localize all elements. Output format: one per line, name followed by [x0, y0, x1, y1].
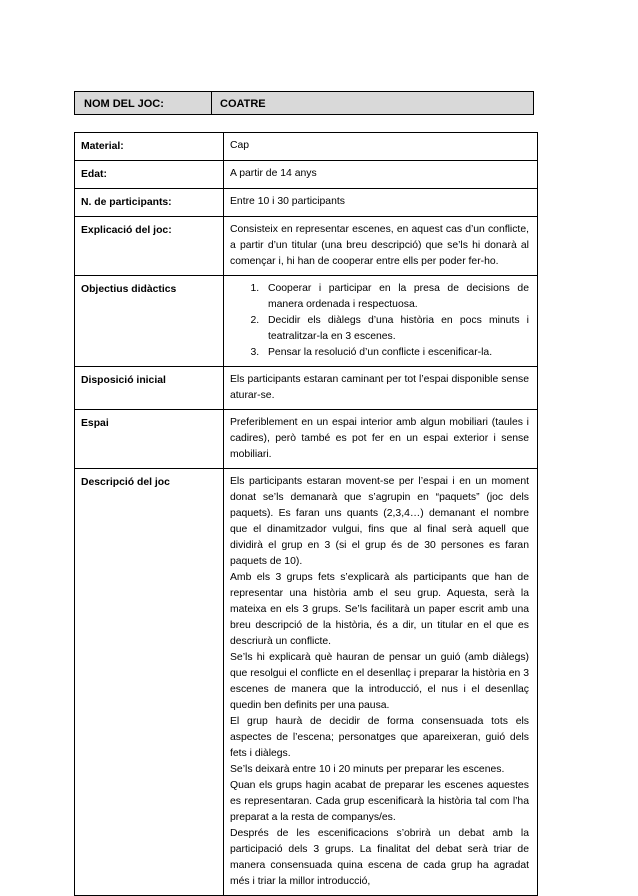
game-name-value: COATRE	[220, 98, 266, 110]
objectius-list	[230, 281, 529, 361]
descripcio-paragraph: Se’ls hi explicarà què hauran de pensar un guió (amb diàlegs) que resolgui el conflicte en el desenllaç i preparar la història en 3 escenes de manera que la introducció, el nus i el desenllaç quedin ben definits per una pausa.	[230, 652, 529, 711]
game-name-label: NOM DEL JOC:	[75, 92, 212, 114]
descripcio-paragraph: Els participants estaran movent-se per l’espai i en un moment donat se’ls demanarà que s’agrupin en “paquets” (joc dels paquets). Es faran uns quants (2,3,4…) demanant el nombre que el dinamitzador vulgui, fins que al final serà aquell que dividirà el grup en 3 (si el grup és de 30 persones es faran paquets de 10).	[230, 476, 529, 567]
game-details-table	[74, 132, 538, 896]
espai-label: Espai	[75, 410, 224, 469]
objectius-value	[224, 276, 538, 367]
descripcio-paragraph: Quan els grups hagin acabat de preparar les escenes aquestes es representaran. Cada grup escenificarà la història tal com l’ha preparat a la resta de companys/es.	[230, 780, 529, 823]
objectius-item: 2. Decidir els diàlegs d’una història en pocs minuts i teatralitzar-la en 3 escenes.	[262, 313, 529, 345]
espai-value: Preferiblement en un espai interior amb algun mobiliari (taules i cadires), però també es pot fer en un espai exterior i sense mobiliari.	[224, 410, 538, 469]
descripcio-value	[224, 469, 538, 896]
explicacio-label: Explicació del joc:	[75, 217, 224, 276]
descripcio-paragraph: Després de les escenificacions s’obrirà un debat amb la participació dels 3 grups. La finalitat del debat serà triar de manera consensuada quina escena de cada grup ha agradat més i triar la millor introducció,	[230, 828, 529, 887]
row-espai	[75, 410, 538, 469]
material-value: Cap	[224, 133, 538, 161]
row-explicacio	[75, 217, 538, 276]
descripcio-paragraph: El grup haurà de decidir de forma consensuada tots els aspectes de l’escena; personatges que apareixeran, guió dels fets i diàlegs.	[230, 716, 529, 759]
objectius-label: Objectius didàctics	[75, 276, 224, 367]
descripcio-label: Descripció del joc	[75, 469, 224, 896]
edat-label: Edat:	[75, 161, 224, 189]
descripcio-paragraph: Amb els 3 grups fets s’explicarà als participants que han de representar una història amb el seu grup. Aquesta, serà la mateixa en els 3 grups. Se’ls facilitarà un paper escrit amb una breu descripció de la història, és a dir, un titular en el que es descriurà un conflicte.	[230, 572, 529, 647]
row-disposicio	[75, 367, 538, 410]
disposicio-value: Els participants estaran caminant per tot l’espai disponible sense aturar-se.	[224, 367, 538, 410]
descripcio-paragraph: Se’ls deixarà entre 10 i 20 minuts per preparar les escenes.	[230, 764, 505, 775]
row-objectius	[75, 276, 538, 367]
game-name-header	[74, 91, 534, 115]
row-material	[75, 133, 538, 161]
objectius-item: 3. Pensar la resolució d’un conflicte i escenificar-la.	[262, 345, 529, 361]
edat-value: A partir de 14 anys	[224, 161, 538, 189]
participants-label: N. de participants:	[75, 189, 224, 217]
row-edat	[75, 161, 538, 189]
explicacio-value: Consisteix en representar escenes, en aquest cas d’un conflicte, a partir d’un titular (una breu descripció) que se’ls hi donarà al començar i, hi han de cooperar entre ells per poder fer-ho.	[224, 217, 538, 276]
row-participants	[75, 189, 538, 217]
objectius-item: 1. Cooperar i participar en la presa de decisions de manera ordenada i respectuosa.	[262, 281, 529, 313]
disposicio-label: Disposició inicial	[75, 367, 224, 410]
row-descripcio	[75, 469, 538, 896]
participants-value: Entre 10 i 30 participants	[224, 189, 538, 217]
material-label: Material:	[75, 133, 224, 161]
